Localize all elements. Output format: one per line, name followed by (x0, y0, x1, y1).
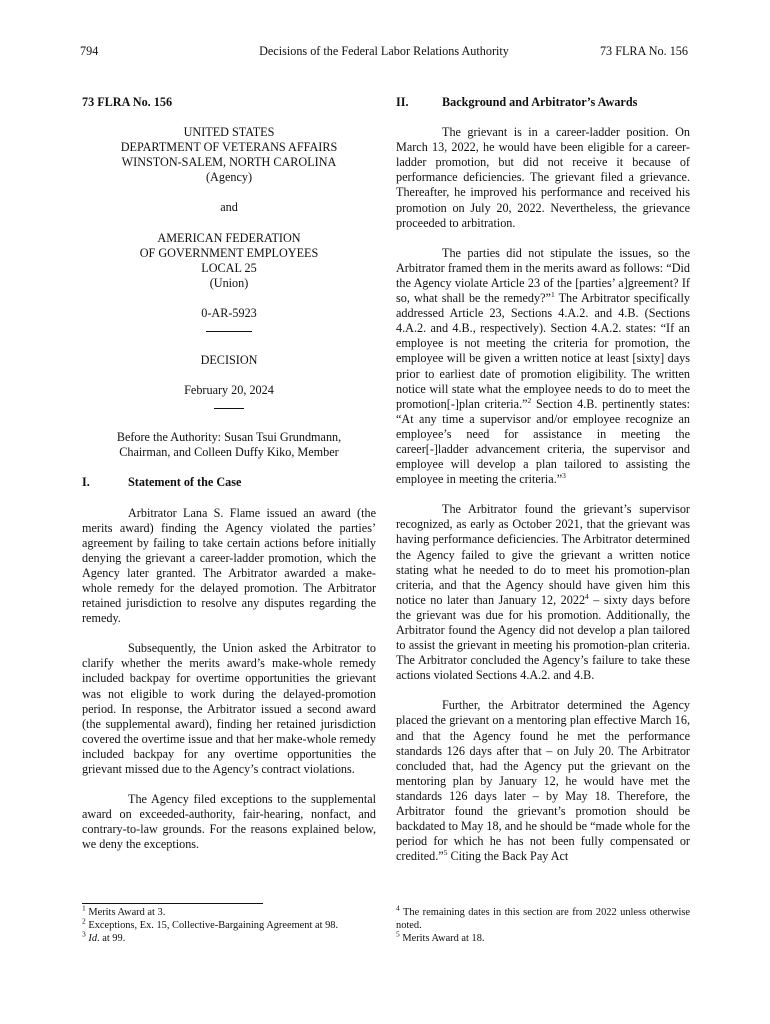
running-header (80, 44, 688, 62)
text-run: Further, the Arbitrator determined the Agency placed the grievant on a mentoring plan effective March 16, and that the Agency found he met the performance standards 126 days after that – on July 20. The Arbitrator concluded that, had the Agency put the grievant on the mentoring plan by January 12, he would have met the standards 126 days later – by May 18. Therefore, the Arbitrator found the grievant’s promotion should be backdated to May 18, and he should be “made whole for the period for which he has not been fully compensated or credited.” (396, 698, 690, 864)
decision-label: DECISION (200, 353, 258, 368)
paragraph: The Agency filed exceptions to the supplemental award on exceeded-authority, fair-hearing, nonfact, and contrary-to-law grounds. For the reasons explained below, we deny the exceptions. (82, 792, 376, 852)
right-column (396, 95, 690, 864)
footnote-rule (82, 903, 263, 904)
paragraph: Arbitrator Lana S. Flame issued an award (the merits award) finding the Agency violated the parties’ agreement by failing to take certain actions before initially denying the grievant a career-ladder promotion, which the Agency later granted. The Arbitrator awarded a make-whole remedy for the delayed promotion. The Arbitrator retained jurisdiction to resolve any disputes regarding the remedy. (82, 505, 376, 626)
footnote-text: Id (88, 932, 98, 944)
left-column (82, 95, 376, 852)
text-run: The Arbitrator specifically addressed Article 23, Sections 4.A.2. and 4.B. (Sections 4.A.2. and 4.B., respectively). Section 4.A.2. states: “If an employee is not meeting the criteria for promotion, the employee will be given a written notice at least [sixty] days prior to earliest date of promotion eligibility. The written notice will state what the employee needs to do to meet the promotion[-]plan criteria.” (396, 291, 691, 411)
footnote-1 (82, 903, 376, 920)
footnote-mark: 5 (396, 929, 400, 939)
section-number: II. (396, 95, 409, 109)
footnote-3 (82, 929, 376, 946)
footnote-text: Exceptions, Ex. 15, Collective-Bargaining Agreement at 98. (88, 919, 339, 931)
agency-caption (82, 125, 376, 185)
footnote-2 (82, 916, 376, 933)
union-line: (Union) (209, 275, 249, 290)
footnote-ref[interactable]: 1 (550, 289, 555, 299)
text-run: Section 4.B. pertinently states: “At any time a supervisor and/or employee recognize an employee’s need for assistance in meeting the career[-]ladder advancement criteria, the supervisor and employee will develop a plan tailored to assisting the employee in meeting the criteria.” (396, 396, 690, 487)
agency-line: UNITED STATES (183, 125, 275, 140)
and-text: and (220, 200, 238, 215)
text-run: The Arbitrator found the grievant’s supervisor recognized, as early as October 2021, that the grievant was having performance deficiencies. The Arbitrator determined the Agency failed to give the grievant a written notice stating what he needed to do to meet his promotion-plan criteria, and that the Agency should have given him this notice no later than January 12, 2022 (396, 502, 690, 607)
footnote-4 (396, 903, 690, 933)
case-citation: 73 FLRA No. 156 (82, 95, 173, 109)
footnote-text: Merits Award at 3. (88, 907, 166, 918)
decision-date: February 20, 2024 (184, 383, 274, 398)
section-title: Background and Arbitrator’s Awards (442, 95, 638, 109)
footnote-mark: 3 (82, 929, 86, 939)
union-caption (82, 231, 376, 291)
header-citation: 73 FLRA No. 156 (599, 44, 688, 58)
agency-line: WINSTON-SALEM, NORTH CAROLINA (121, 155, 337, 170)
union-line: LOCAL 25 (201, 260, 257, 275)
docket-number: 0-AR-5923 (201, 305, 257, 320)
footnote-text: Merits Award at 18. (402, 932, 485, 944)
section-heading-1 (82, 475, 376, 490)
section-number: I. (82, 475, 90, 490)
text-run: The parties did not stipulate the issues, so the Arbitrator framed them in the merits award as follows: “Did the Agency violate Article 23 of the [parties’ a]greement? If so, what shall be the remedy?” (396, 245, 690, 306)
journal-title: Decisions of the Federal Labor Relations Authority (259, 44, 509, 58)
page-number: 794 (80, 44, 99, 58)
section-title: Statement of the Case (128, 475, 242, 490)
footnote-text: The remaining dates in this section are from 2022 unless otherwise noted. (396, 907, 690, 931)
paragraph (396, 246, 690, 488)
paragraph: Subsequently, the Union asked the Arbitrator to clarify whether the merits award’s make-whole remedy included backpay for overtime opportunities the grievant was not eligible to work during the delayed-promotion period. In response, the Arbitrator issued a second award (the supplemental award), finding her retained jurisdiction covered the overtime issue and that her make-whole remedy included backpay for any overtime opportunities the grievant missed due to the Agency’s contract violations. (82, 641, 376, 776)
footnote-ref[interactable]: 2 (527, 395, 532, 405)
footnotes-right (396, 903, 690, 945)
paragraph (396, 698, 690, 864)
footnote-text: . at 99. (97, 932, 126, 944)
footnote-mark: 2 (82, 916, 86, 926)
agency-line: (Agency) (205, 170, 253, 185)
paragraph: The grievant is in a career-ladder position. On March 13, 2022, he would have been eligible for a career-ladder promotion, but did not receive it because of performance deficiencies. The grievant filed a grievance. Thereafter, he improved his performance and received his promotion on July 20, 2022. Nevertheless, the grievance proceeded to arbitration. (396, 125, 690, 230)
footnote-ref[interactable]: 3 (562, 471, 566, 481)
union-line: AMERICAN FEDERATION (157, 230, 301, 245)
footnote-ref[interactable]: 4 (585, 591, 589, 601)
footnote-mark: 1 (82, 903, 86, 913)
agency-line: DEPARTMENT OF VETERANS AFFAIRS (120, 140, 338, 155)
footnote-mark: 4 (396, 903, 400, 913)
text-run: – sixty days before the grievant was due for his promotion. Additionally, the Arbitrator found the Agency did not develop a plan tailored to assist the grievant in meeting his promotion-plan criteria. The Arbitrator concluded the Agency’s failure to take these actions violated Sections 4.A.2. and 4.B. (396, 592, 691, 683)
footnote-5 (396, 929, 690, 946)
section-heading-2 (396, 95, 690, 110)
footnotes-left (82, 903, 376, 945)
footnote-ref[interactable]: 5 (443, 848, 448, 858)
panel-members: Before the Authority: Susan Tsui Grundmann, Chairman, and Colleen Duffy Kiko, Member (116, 430, 342, 460)
text-run: Citing the Back Pay Act (447, 849, 569, 864)
paragraph (396, 502, 690, 683)
union-line: OF GOVERNMENT EMPLOYEES (139, 245, 319, 260)
